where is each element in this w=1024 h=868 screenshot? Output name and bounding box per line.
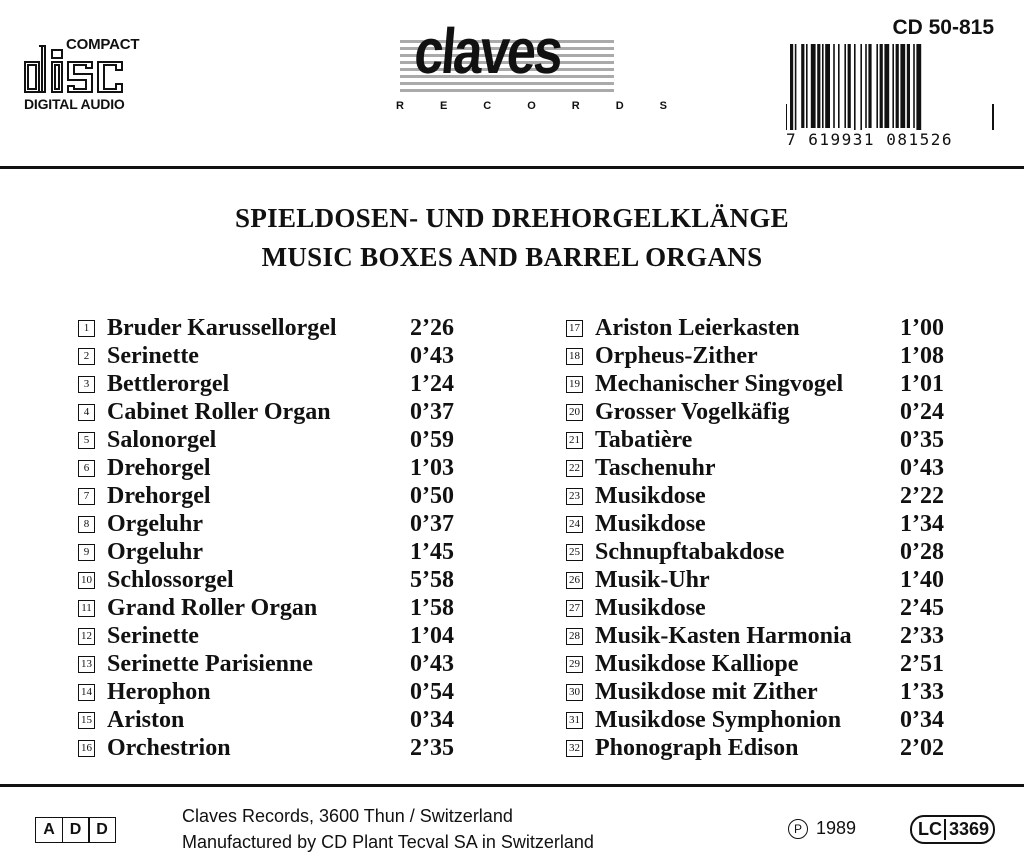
track-title: Ariston Leierkasten	[595, 314, 800, 341]
track-number: 25	[566, 544, 583, 561]
track-title: Musikdose	[595, 510, 706, 537]
track-title: Grand Roller Organ	[107, 594, 318, 621]
track-title: Musikdose Symphonion	[595, 706, 842, 733]
track-duration: 1’34	[900, 510, 944, 537]
track-title: Ariston	[107, 706, 185, 733]
track-title: Musikdose Kalliope	[595, 650, 799, 677]
cd-logo-digital-audio-text: DIGITAL AUDIO	[24, 96, 125, 112]
track-number: 1	[78, 320, 95, 337]
track-number: 6	[78, 460, 95, 477]
track-title: Mechanischer Singvogel	[595, 370, 844, 397]
track-title: Tabatière	[595, 426, 693, 453]
track-number: 2	[78, 348, 95, 365]
track-duration: 2’33	[900, 622, 944, 649]
track-duration: 5’58	[410, 566, 454, 593]
copyright-year: 1989	[816, 818, 857, 838]
track-number: 14	[78, 684, 95, 701]
track-number: 11	[78, 600, 95, 617]
track-title: Taschenuhr	[595, 454, 716, 481]
track-row	[78, 370, 468, 398]
barcode-bars	[786, 44, 994, 130]
track-number: 30	[566, 684, 583, 701]
track-number: 18	[566, 348, 583, 365]
track-title: Serinette Parisienne	[107, 650, 313, 677]
track-duration: 0’35	[900, 426, 944, 453]
barcode-digits: 7 619931 081526	[786, 130, 953, 149]
track-duration: 2’26	[410, 314, 454, 341]
track-number: 9	[78, 544, 95, 561]
track-row	[78, 734, 468, 762]
track-row	[78, 454, 468, 482]
track-duration: 0’34	[410, 706, 454, 733]
track-title: Musikdose	[595, 482, 706, 509]
track-duration: 2’02	[900, 734, 944, 761]
track-duration: 1’58	[410, 594, 454, 621]
track-duration: 1’08	[900, 342, 944, 369]
track-row	[78, 482, 468, 510]
track-row	[566, 482, 956, 510]
track-duration: 0’59	[410, 426, 454, 453]
track-number: 12	[78, 628, 95, 645]
track-duration: 1’04	[410, 622, 454, 649]
track-duration: 2’51	[900, 650, 944, 677]
label-code-prefix: LC	[918, 819, 942, 839]
track-title: Musikdose mit Zither	[595, 678, 818, 705]
track-row	[78, 622, 468, 650]
track-number: 17	[566, 320, 583, 337]
barcode	[786, 44, 994, 149]
track-title: Grosser Vogelkäfig	[595, 398, 790, 425]
track-row	[566, 454, 956, 482]
track-duration: 1’45	[410, 538, 454, 565]
track-row	[566, 566, 956, 594]
track-duration: 0’28	[900, 538, 944, 565]
track-duration: 0’24	[900, 398, 944, 425]
track-row	[78, 398, 468, 426]
track-title: Musikdose	[595, 594, 706, 621]
track-row	[78, 706, 468, 734]
track-title: Musik-Kasten Harmonia	[595, 622, 852, 649]
track-row	[566, 734, 956, 762]
sparscode-letter: D	[88, 817, 116, 843]
track-title: Orchestrion	[107, 734, 231, 761]
track-duration: 2’45	[900, 594, 944, 621]
label-subtitle: RECORDS	[396, 100, 704, 112]
label-name: claves	[411, 15, 564, 87]
track-title: Drehorgel	[107, 454, 211, 481]
publisher-address: Claves Records, 3600 Thun / Switzerland	[182, 806, 513, 826]
track-number: 8	[78, 516, 95, 533]
track-row	[78, 538, 468, 566]
title-english: MUSIC BOXES AND BARREL ORGANS	[261, 242, 763, 272]
track-number: 10	[78, 572, 95, 589]
label-code-number: 3369	[944, 819, 989, 840]
track-number: 20	[566, 404, 583, 421]
disc-wordmark-icon	[22, 38, 150, 96]
track-title: Phonograph Edison	[595, 734, 799, 761]
track-number: 3	[78, 376, 95, 393]
track-duration: 0’54	[410, 678, 454, 705]
track-duration: 1’01	[900, 370, 944, 397]
track-row	[78, 342, 468, 370]
catalog-number: CD 50-815	[892, 16, 994, 39]
track-row	[78, 314, 468, 342]
track-duration: 1’03	[410, 454, 454, 481]
track-row	[78, 594, 468, 622]
track-number: 19	[566, 376, 583, 393]
track-title: Cabinet Roller Organ	[107, 398, 331, 425]
track-title: Orpheus-Zither	[595, 342, 758, 369]
track-duration: 2’35	[410, 734, 454, 761]
track-title: Bruder Karussellorgel	[107, 314, 337, 341]
track-row	[566, 706, 956, 734]
track-duration: 0’37	[410, 398, 454, 425]
bottom-divider	[0, 784, 1024, 787]
manufacturer-line: Manufactured by CD Plant Tecval SA in Switzerland	[182, 832, 594, 852]
track-row	[566, 622, 956, 650]
track-number: 22	[566, 460, 583, 477]
track-number: 15	[78, 712, 95, 729]
track-number: 7	[78, 488, 95, 505]
track-row	[566, 594, 956, 622]
track-duration: 1’40	[900, 566, 944, 593]
track-row	[566, 538, 956, 566]
track-row	[78, 566, 468, 594]
track-number: 28	[566, 628, 583, 645]
track-duration: 2’22	[900, 482, 944, 509]
compact-disc-logo	[22, 36, 157, 116]
track-number: 29	[566, 656, 583, 673]
track-title: Serinette	[107, 342, 199, 369]
track-title: Serinette	[107, 622, 199, 649]
track-title: Schnupftabakdose	[595, 538, 785, 565]
track-number: 21	[566, 432, 583, 449]
track-title: Bettlerorgel	[107, 370, 230, 397]
track-row	[566, 510, 956, 538]
track-duration: 0’34	[900, 706, 944, 733]
phonogram-icon: P	[788, 819, 808, 839]
track-number: 16	[78, 740, 95, 757]
cd-logo-compact-text: COMPACT	[66, 36, 140, 53]
track-duration: 0’50	[410, 482, 454, 509]
track-row	[566, 678, 956, 706]
phonogram-copyright	[788, 818, 856, 839]
track-title: Orgeluhr	[107, 510, 203, 537]
track-number: 24	[566, 516, 583, 533]
track-title: Musik-Uhr	[595, 566, 710, 593]
track-duration: 0’43	[900, 454, 944, 481]
track-title: Herophon	[107, 678, 211, 705]
track-row	[78, 650, 468, 678]
title-german: SPIELDOSEN- UND DREHORGELKLÄNGE	[235, 203, 789, 233]
track-row	[566, 650, 956, 678]
label-code	[910, 815, 995, 844]
track-row	[78, 678, 468, 706]
track-title: Orgeluhr	[107, 538, 203, 565]
track-duration: 0’37	[410, 510, 454, 537]
claves-records-logo	[396, 15, 704, 118]
track-number: 31	[566, 712, 583, 729]
track-duration: 1’33	[900, 678, 944, 705]
track-number: 23	[566, 488, 583, 505]
track-number: 32	[566, 740, 583, 757]
track-duration: 1’24	[410, 370, 454, 397]
track-row	[566, 314, 956, 342]
track-row	[566, 370, 956, 398]
track-duration: 1’00	[900, 314, 944, 341]
track-title: Schlossorgel	[107, 566, 234, 593]
track-number: 13	[78, 656, 95, 673]
track-row	[566, 398, 956, 426]
track-duration: 0’43	[410, 342, 454, 369]
track-duration: 0’43	[410, 650, 454, 677]
track-row	[566, 342, 956, 370]
track-title: Drehorgel	[107, 482, 211, 509]
track-number: 4	[78, 404, 95, 421]
track-number: 5	[78, 432, 95, 449]
sparscode-add	[35, 817, 115, 843]
top-divider	[0, 166, 1024, 169]
label-code-badge	[910, 815, 995, 844]
sparscode-letter: D	[62, 817, 90, 843]
track-row	[566, 426, 956, 454]
track-row	[78, 510, 468, 538]
sparscode-letter: A	[35, 817, 63, 843]
track-title: Salonorgel	[107, 426, 217, 453]
track-number: 27	[566, 600, 583, 617]
track-row	[78, 426, 468, 454]
track-number: 26	[566, 572, 583, 589]
